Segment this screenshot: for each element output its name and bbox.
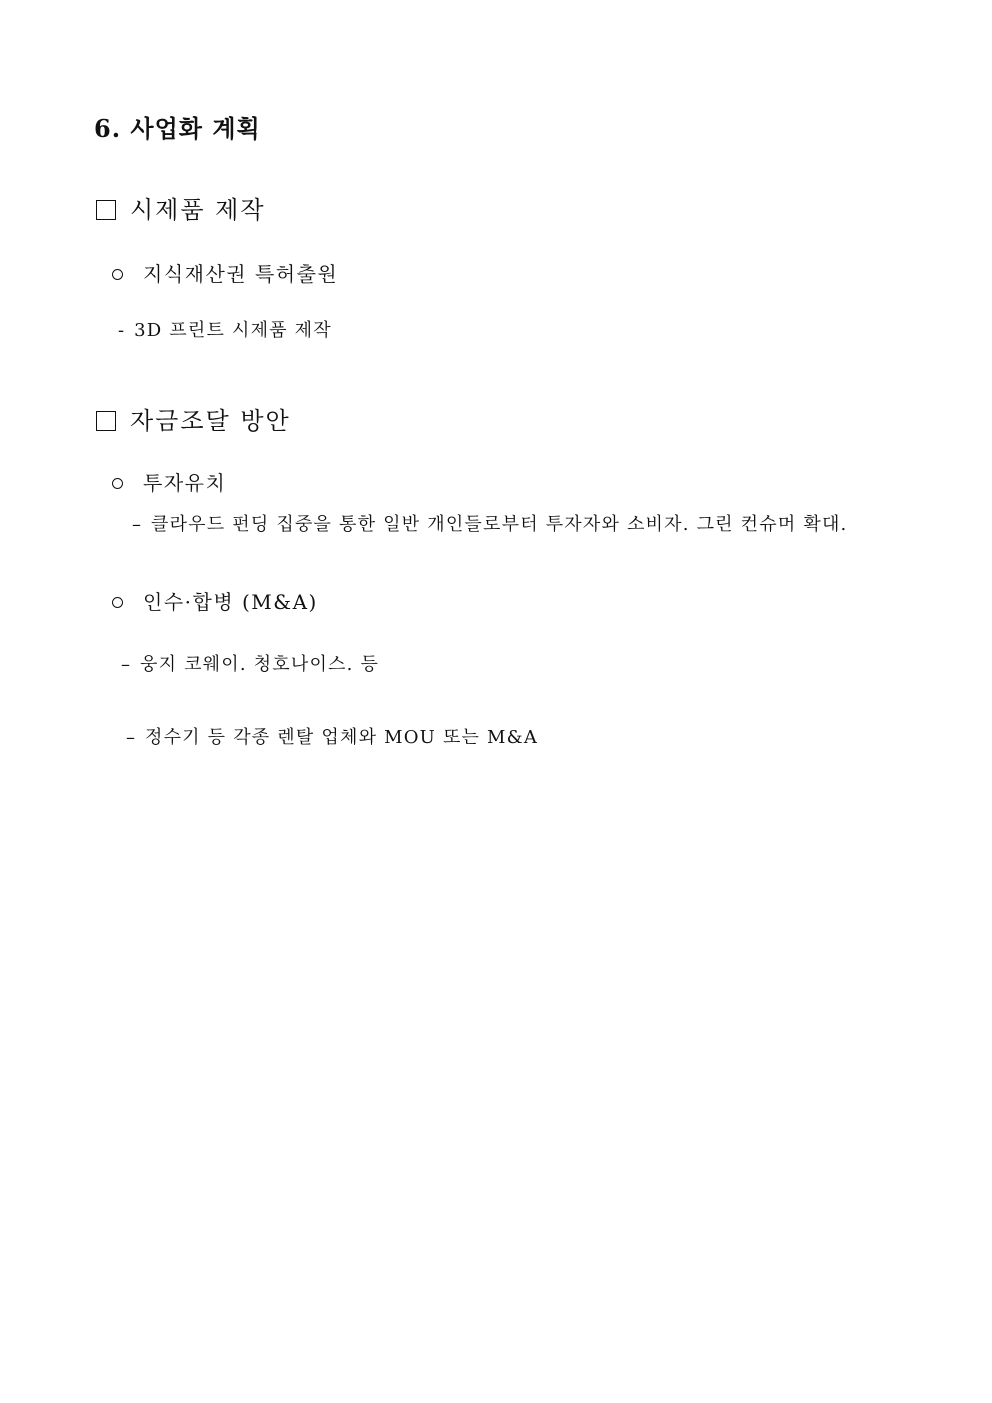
circle-bullet-icon — [112, 597, 123, 608]
sub-item — [118, 322, 332, 340]
checkbox-square-icon — [96, 411, 116, 431]
sub-item — [126, 729, 538, 747]
section-heading-funding — [96, 409, 291, 433]
bullet-item — [112, 264, 338, 284]
bullet-text: 투자유치 — [143, 471, 227, 495]
sub-item-text: 클라우드 펀딩 집중을 통한 일반 개인들로부터 투자자와 소비자. 그린 컨슈머 확대. — [151, 514, 848, 535]
bullet-text: 인수·합병 (M&A) — [143, 590, 318, 614]
dash-marker: – — [121, 654, 130, 675]
circle-bullet-icon — [112, 269, 123, 280]
dash-marker: - — [118, 320, 125, 341]
page-title: 6. 사업화 계획 — [94, 114, 261, 143]
sub-item — [121, 656, 379, 674]
bullet-item — [112, 592, 318, 612]
section-title: 시제품 제작 — [130, 196, 266, 224]
checkbox-square-icon — [96, 200, 116, 220]
sub-item-text: 웅지 코웨이. 청호나이스. 등 — [140, 654, 380, 675]
sub-item — [132, 516, 847, 534]
section-heading-prototype — [96, 198, 266, 222]
dash-marker: – — [126, 727, 135, 748]
section-title: 자금조달 방안 — [130, 407, 291, 435]
circle-bullet-icon — [112, 478, 123, 489]
sub-item-text: 3D 프린트 시제품 제작 — [134, 320, 332, 341]
bullet-text: 지식재산권 특허출원 — [143, 262, 339, 286]
bullet-item — [112, 473, 226, 493]
sub-item-text: 정수기 등 각종 렌탈 업체와 MOU 또는 M&A — [145, 727, 539, 748]
dash-marker: – — [132, 514, 141, 535]
